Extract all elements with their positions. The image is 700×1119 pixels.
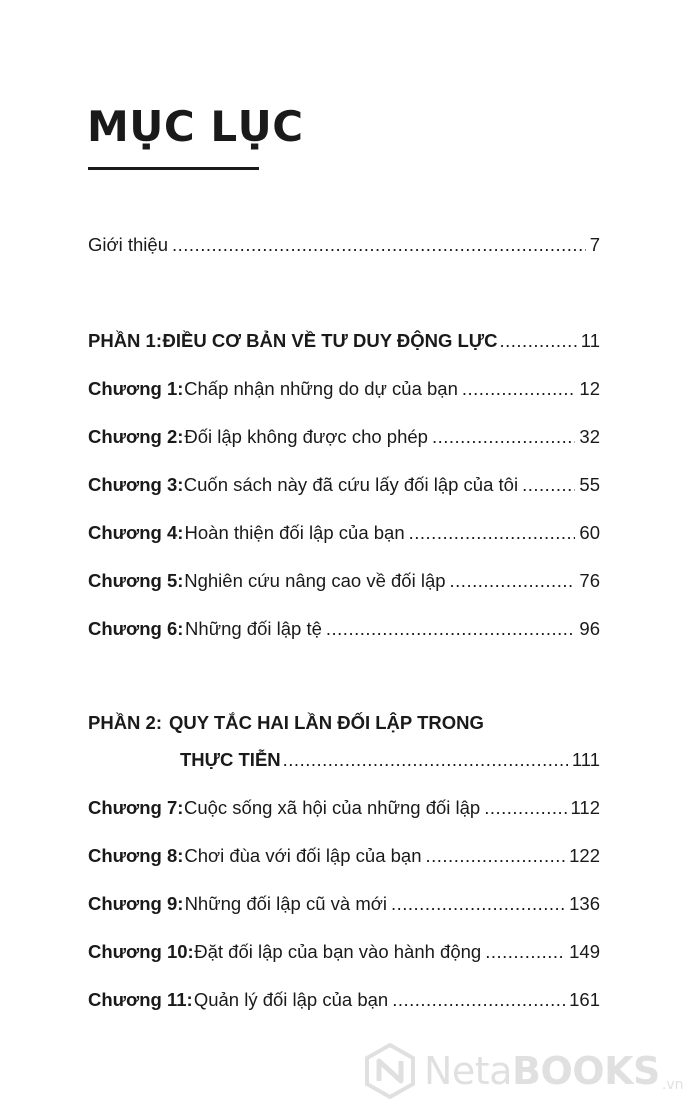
dot-leader (426, 844, 566, 868)
toc-page-number: 122 (569, 845, 600, 866)
dot-leader (462, 377, 576, 401)
chapter-label: Chương 1: (88, 378, 184, 399)
chapter-title: Nghiên cứu nâng cao về đối lập (184, 570, 446, 591)
chapter-label: Chương 8: (88, 845, 184, 866)
dot-leader (172, 233, 586, 257)
toc-page-number: 96 (579, 618, 600, 639)
chapter-title: Những đối lập cũ và mới (184, 893, 387, 914)
chapter-label: Chương 9: (88, 893, 184, 914)
netabooks-watermark (362, 1043, 684, 1099)
title-underline (88, 167, 259, 170)
toc-chapter-5[interactable] (88, 569, 600, 593)
toc-page-number: 12 (579, 378, 600, 399)
part-title: ĐIỀU CƠ BẢN VỀ TƯ DUY ĐỘNG LỰC (162, 330, 498, 351)
watermark-brand: NetaBOOKS (424, 1049, 660, 1093)
toc-page-number: 60 (579, 522, 600, 543)
page-title: MỤC LỤC (87, 102, 304, 151)
chapter-title: Những đối lập tệ (185, 618, 322, 639)
toc-page-number: 11 (580, 330, 600, 351)
dot-leader (500, 329, 577, 353)
toc-chapter-10[interactable] (88, 940, 600, 964)
toc-part-2-heading[interactable] (88, 711, 484, 735)
chapter-label: Chương 2: (88, 426, 184, 447)
toc-entry-intro[interactable] (88, 233, 600, 257)
dot-leader (283, 748, 568, 772)
part-label: PHẦN 1: (88, 330, 163, 351)
netabooks-logo-icon (362, 1043, 418, 1099)
toc-entry-text: Giới thiệu (88, 234, 168, 255)
dot-leader (432, 425, 575, 449)
chapter-label: Chương 6: (88, 618, 184, 639)
toc-page-number: 55 (579, 474, 600, 495)
toc-page-number: 32 (579, 426, 600, 447)
dot-leader (485, 940, 565, 964)
toc-page-number: 136 (569, 893, 600, 914)
part-label: PHẦN 2: (88, 712, 163, 733)
chapter-label: Chương 10: (88, 941, 194, 962)
toc-chapter-9[interactable] (88, 892, 600, 916)
toc-page-number: 161 (569, 989, 600, 1010)
toc-page-number: 76 (579, 570, 600, 591)
toc-chapter-11[interactable] (88, 988, 600, 1012)
dot-leader (391, 892, 565, 916)
dot-leader (484, 796, 566, 820)
dot-leader (522, 473, 575, 497)
chapter-label: Chương 7: (88, 797, 184, 818)
chapter-title: Chấp nhận những do dự của bạn (184, 378, 458, 399)
part-title-line2: THỰC TIỄN (180, 749, 281, 770)
toc-part-1[interactable] (88, 329, 600, 353)
chapter-title: Đặt đối lập của bạn vào hành động (194, 941, 482, 962)
toc-page-number: 112 (570, 797, 600, 818)
toc-page-number: 111 (571, 749, 600, 770)
chapter-label: Chương 4: (88, 522, 184, 543)
chapter-label: Chương 5: (88, 570, 184, 591)
chapter-title: Hoàn thiện đối lập của bạn (184, 522, 405, 543)
toc-chapter-7[interactable] (88, 796, 600, 820)
toc-chapter-2[interactable] (88, 425, 600, 449)
dot-leader (450, 569, 576, 593)
part-title-line1: QUY TẮC HAI LẦN ĐỐI LẬP TRONG (169, 712, 484, 733)
dot-leader (392, 988, 565, 1012)
toc-chapter-1[interactable] (88, 377, 600, 401)
chapter-title: Chơi đùa với đối lập của bạn (184, 845, 422, 866)
dot-leader (326, 617, 576, 641)
chapter-title: Cuộc sống xã hội của những đối lập (183, 797, 481, 818)
toc-page-number: 7 (589, 234, 600, 255)
toc-page-number: 149 (569, 941, 600, 962)
toc-chapter-4[interactable] (88, 521, 600, 545)
chapter-title: Quản lý đối lập của bạn (193, 989, 389, 1010)
toc-part-2[interactable] (180, 748, 600, 772)
watermark-suffix: .vn (661, 1077, 684, 1093)
chapter-title: Đối lập không được cho phép (184, 426, 428, 447)
dot-leader (409, 521, 576, 545)
toc-chapter-8[interactable] (88, 844, 600, 868)
chapter-label: Chương 11: (88, 989, 193, 1010)
toc-chapter-3[interactable] (88, 473, 600, 497)
toc-chapter-6[interactable] (88, 617, 600, 641)
chapter-label: Chương 3: (88, 474, 184, 495)
chapter-title: Cuốn sách này đã cứu lấy đối lập của tôi (183, 474, 519, 495)
